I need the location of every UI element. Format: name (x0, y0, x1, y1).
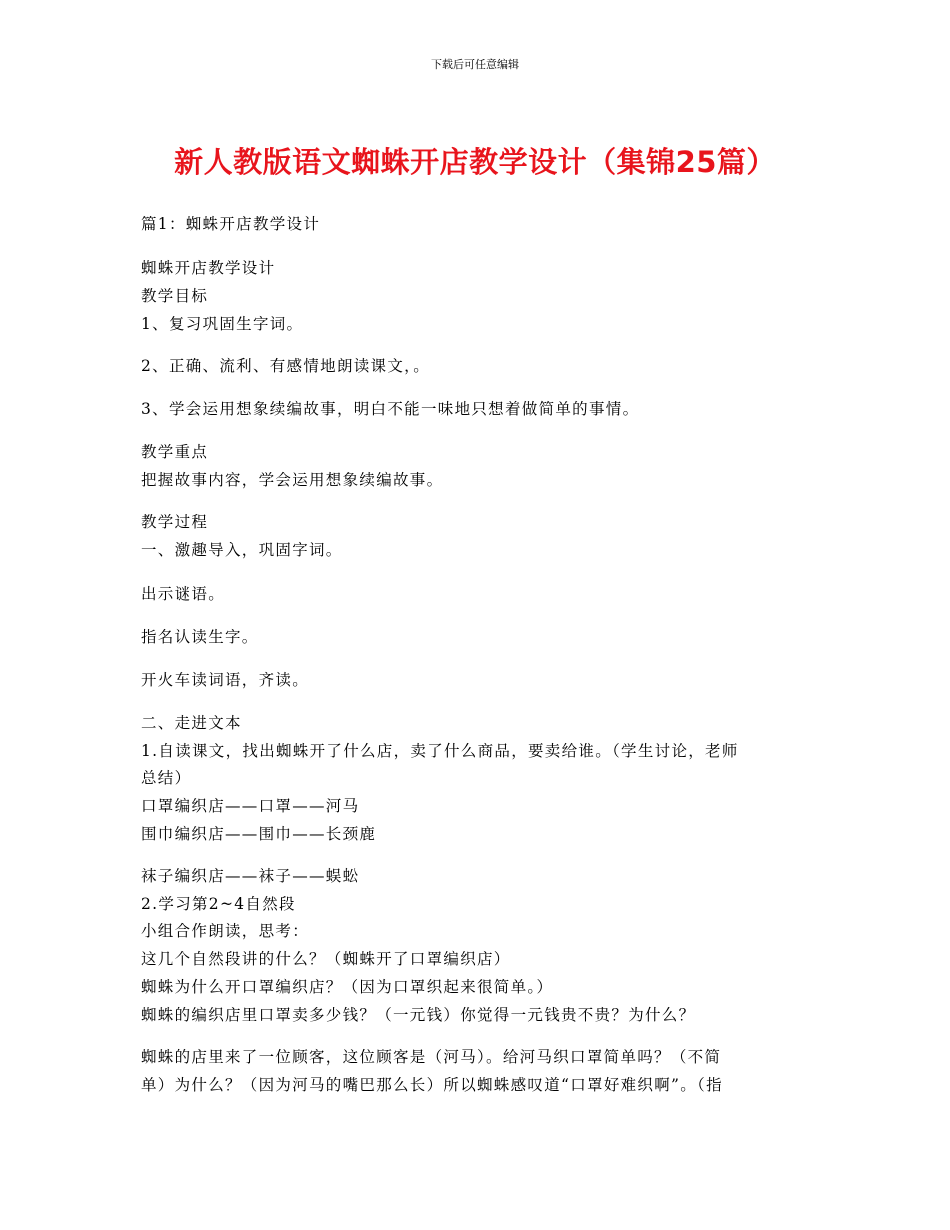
body-line: 出示谜语。 (141, 585, 226, 603)
body-line: 围巾编织店——围巾——长颈鹿 (141, 825, 377, 843)
body-line: 总结） (141, 769, 192, 787)
body-line: 单）为什么？（因为河马的嘴巴那么长）所以蜘蛛感叹道“口罩好难织啊”。（指 (141, 1076, 723, 1094)
body-line: 3、学会运用想象续编故事，明白不能一味地只想着做简单的事情。 (141, 400, 640, 418)
body-line: 蜘蛛为什么开口罩编织店？（因为口罩织起来很简单。） (141, 978, 554, 996)
chapter-heading: 篇1：蜘蛛开店教学设计 (141, 215, 321, 233)
body-line: 小组合作朗读，思考： (141, 922, 310, 940)
section-heading: 二、走进文本 (141, 714, 242, 732)
section-heading: 教学过程 (141, 513, 209, 531)
body-line: 蜘蛛开店教学设计 (141, 259, 276, 277)
body-line: 把握故事内容，学会运用想象续编故事。 (141, 471, 444, 489)
body-line: 1、复习巩固生字词。 (141, 315, 304, 333)
body-line: 一、激趣导入，巩固字词。 (141, 541, 343, 559)
header-note: 下载后可任意编辑 (431, 58, 519, 71)
body-line: 这几个自然段讲的什么？（蜘蛛开了口罩编织店） (141, 950, 511, 968)
body-line: 蜘蛛的编织店里口罩卖多少钱？（一元钱）你觉得一元钱贵不贵？为什么？ (141, 1006, 696, 1024)
body-line: 口罩编织店——口罩——河马 (141, 797, 360, 815)
body-line: 开火车读词语，齐读。 (141, 671, 310, 689)
section-heading: 教学重点 (141, 443, 209, 461)
body-line: 蜘蛛的店里来了一位顾客，这位顾客是（河马）。给河马织口罩简单吗？（不简 (141, 1048, 722, 1066)
document-title: 新人教版语文蜘蛛开店教学设计（集锦25篇） (174, 145, 776, 179)
body-line: 2.学习第2~4自然段 (141, 895, 296, 913)
body-line: 袜子编织店——袜子——蜈蚣 (141, 867, 360, 885)
body-line: 2、正确、流利、有感情地朗读课文，。 (141, 357, 431, 375)
body-line: 1.自读课文，找出蜘蛛开了什么店，卖了什么商品，要卖给谁。（学生讨论，老师 (141, 742, 739, 760)
section-heading: 教学目标 (141, 287, 209, 305)
body-line: 指名认读生字。 (141, 628, 259, 646)
